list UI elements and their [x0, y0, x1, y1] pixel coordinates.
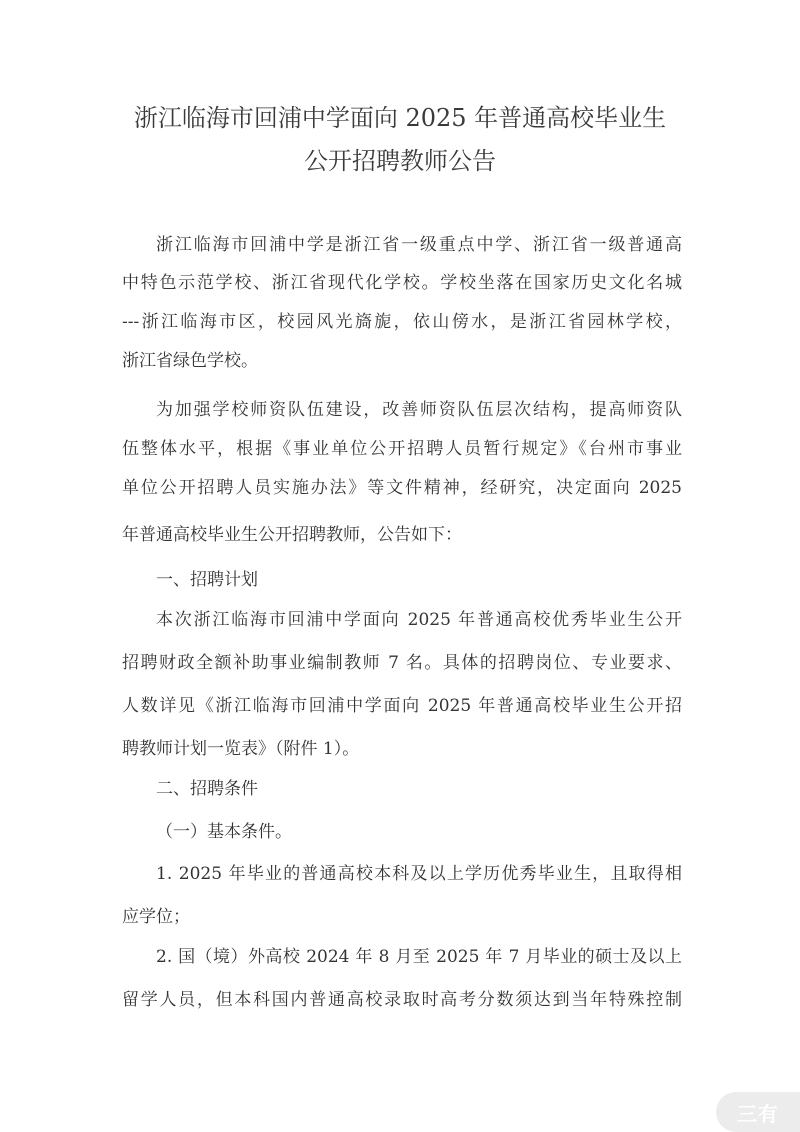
- text-line: 年普通高校毕业生公开招聘教师，公告如下：: [122, 525, 462, 545]
- text-line: 为加强学校师资队伍建设，改善师资队伍层次结构，提高师资队: [156, 400, 682, 420]
- text-line: 1. 2025 年毕业的普通高校本科及以上学历优秀毕业生，且取得相: [156, 864, 682, 884]
- watermark-badge: [716, 1092, 800, 1132]
- document-title-line1: 浙江临海市回浦中学面向 2025 年普通高校毕业生: [133, 104, 667, 132]
- text-line: 留学人员，但本科国内普通高校录取时高考分数须达到当年特殊控制: [122, 990, 682, 1010]
- watermark-text: 三有: [737, 1101, 779, 1126]
- text-line: 单位公开招聘人员实施办法》等文件精神，经研究，决定面向 2025: [122, 478, 682, 498]
- text-line: 中特色示范学校、浙江省现代化学校。学校坐落在国家历史文化名城: [122, 273, 682, 293]
- section-heading: 一、招聘计划: [156, 570, 258, 590]
- text-line: 浙江省绿色学校。: [122, 351, 258, 371]
- text-line: 聘教师计划一览表》（附件 1）。: [122, 739, 360, 759]
- text-line: 应学位；: [122, 907, 190, 927]
- text-line: ---浙江临海市区，校园风光旖旎，依山傍水，是浙江省园林学校，: [122, 312, 682, 332]
- text-line: 招聘财政全额补助事业编制教师 7 名。具体的招聘岗位、专业要求、: [122, 653, 682, 673]
- text-line: 浙江临海市回浦中学是浙江省一级重点中学、浙江省一级普通高: [156, 235, 682, 255]
- text-line: 2. 国（境）外高校 2024 年 8 月至 2025 年 7 月毕业的硕士及以上: [156, 947, 682, 967]
- document-title-line2: 公开招聘教师公告: [304, 147, 496, 175]
- text-line: 本次浙江临海市回浦中学面向 2025 年普通高校优秀毕业生公开: [156, 610, 682, 630]
- text-line: 伍整体水平，根据《事业单位公开招聘人员暂行规定》《台州市事业: [122, 439, 682, 459]
- section-heading: 二、招聘条件: [156, 779, 258, 799]
- text-line: 人数详见《浙江临海市回浦中学面向 2025 年普通高校毕业生公开招: [122, 696, 682, 716]
- subsection-heading: （一）基本条件。: [156, 822, 292, 842]
